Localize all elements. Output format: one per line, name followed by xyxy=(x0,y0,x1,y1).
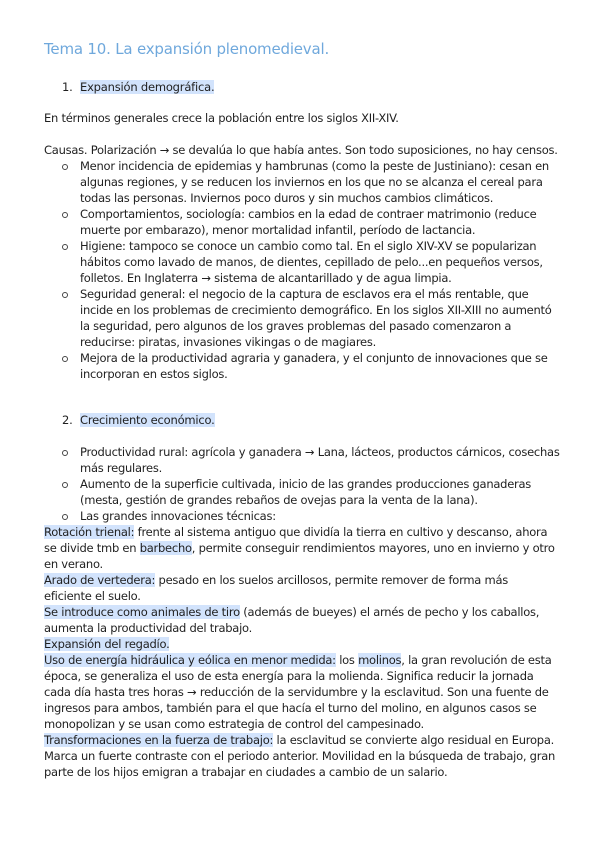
list-item: Productividad rural: agrícola y ganadera → Lana, lácteos, productos cárnicos, cosechas más regulares. xyxy=(62,444,562,476)
bullet-icon xyxy=(62,514,68,520)
list-item: Las grandes innovaciones técnicas: xyxy=(62,508,562,524)
innovations-block xyxy=(44,524,558,780)
section-1-number: 1. xyxy=(62,80,73,94)
list-item: Mejora de la productividad agraria y ganadera, y el conjunto de innovaciones que se incorporan en estos siglos. xyxy=(62,350,562,382)
highlight-term: barbecho xyxy=(139,541,192,555)
paragraph-trabajo: Transformaciones en la fuerza de trabajo: la esclavitud se convierte algo residual en Europa. Marca un fuerte contraste con el periodo anterior. Movilidad en la búsqueda de trabajo, gran parte de los hijos emigran a trabajar en ciudades a cambio de un salario. xyxy=(44,733,556,779)
section-2-title: Crecimiento económico. xyxy=(80,413,215,427)
paragraph-rotacion: Rotación trienal: frente al sistema antiguo que dividía la tierra en cultivo y descanso, ahora se divide tmb en barbecho, permite conseguir rendimientos mayores, uno en invierno y otro en verano. xyxy=(44,525,555,571)
section-2-bullet-list xyxy=(62,444,562,524)
paragraph-energia: Uso de energía hidráulica y eólica en menor medida: los molinos, la gran revolución de esta época, se generaliza el uso de esta energía para la molienda. Significa reducir la jornada cada día hasta tres horas → reducción de la servidumbre y la esclavitud. Son una fuente de ingresos para ambos, también para el que hacía el turno del molino, en algunos casos se monopolizan y se usan como estrategia de control del campesinado. xyxy=(44,653,552,731)
section-1-intro: En términos generales crece la población entre los siglos XII-XIV. xyxy=(44,111,399,125)
section-2-number: 2. xyxy=(62,413,73,427)
list-item: Aumento de la superficie cultivada, inicio de las grandes producciones ganaderas (mesta, gestión de grandes rebaños de ovejas para la venta de la lana). xyxy=(62,476,562,508)
section-1-bullet-list xyxy=(62,158,562,382)
highlight-term: molinos xyxy=(358,653,402,667)
bullet-icon xyxy=(62,292,68,298)
highlight-label: Expansión del regadío. xyxy=(44,637,170,651)
bullet-icon xyxy=(62,356,68,362)
bullet-icon xyxy=(62,450,68,456)
section-1-causes: Causas. Polarización → se devalúa lo que había antes. Son todo suposiciones, no hay censos. xyxy=(44,143,558,157)
paragraph-animales: Se introduce como animales de tiro (además de bueyes) el arnés de pecho y los caballos, aumenta la productividad del trabajo. xyxy=(44,605,540,635)
list-item: Comportamientos, sociología: cambios en la edad de contraer matrimonio (reduce muerte por embarazo), menor mortalidad infantil, período de lactancia. xyxy=(62,206,562,238)
highlight-label: Rotación trienal: xyxy=(44,525,135,539)
list-item: Seguridad general: el negocio de la captura de esclavos era el más rentable, que incide en los problemas de crecimiento demográfico. En los siglos XII-XIII no aumentó la seguridad, pero algunos de los graves problemas del pasado comenzaron a reducirse: piratas, invasiones vikingas o de magiares. xyxy=(62,286,562,350)
highlight-label: Transformaciones en la fuerza de trabajo: xyxy=(44,733,274,747)
page-title: Tema 10. La expansión plenomedieval. xyxy=(44,40,330,58)
bullet-icon xyxy=(62,482,68,488)
highlight-label: Uso de energía hidráulica y eólica en menor medida: xyxy=(44,653,336,667)
list-item: Higiene: tampoco se conoce un cambio como tal. En el siglo XIV-XV se popularizan hábitos como lavado de manos, de dientes, cepillado de pelo...en pequeños versos, folletos. En Inglaterra → sistema de alcantarillado y de agua limpia. xyxy=(62,238,562,286)
bullet-icon xyxy=(62,164,68,170)
section-1-title: Expansión demográfica. xyxy=(80,80,215,94)
highlight-label: Se introduce como animales de tiro xyxy=(44,605,240,619)
section-2-heading xyxy=(62,413,215,427)
highlight-label: Arado de vertedera: xyxy=(44,573,156,587)
paragraph-regadio xyxy=(44,636,558,652)
bullet-icon xyxy=(62,244,68,250)
section-1-heading xyxy=(62,80,214,94)
bullet-icon xyxy=(62,212,68,218)
paragraph-arado: Arado de vertedera: pesado en los suelos arcillosos, permite remover de forma más eficiente el suelo. xyxy=(44,573,509,603)
list-item: Menor incidencia de epidemias y hambrunas (como la peste de Justiniano): cesan en algunas regiones, y se reducen los inviernos en los que no se alcanza el cereal para todas las personas. Inviernos poco duros y sin muchos cambios climáticos. xyxy=(62,158,562,206)
